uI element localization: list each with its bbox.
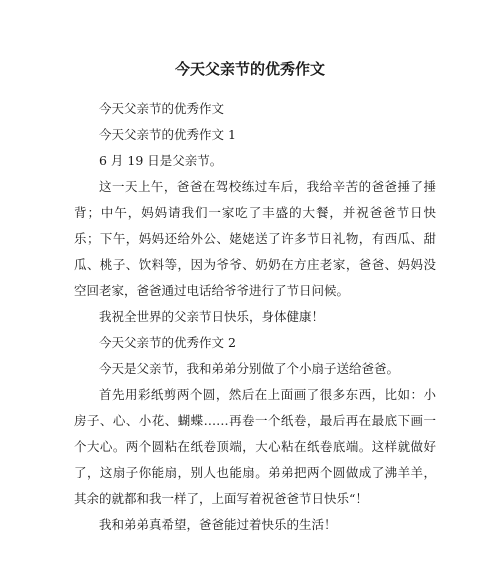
document-title: 今天父亲节的优秀作文 xyxy=(174,60,325,78)
paragraph-fan-steps: 首先用彩纸剪两个圆，然后在上面画了很多东西，比如：小房子、心、小花、蝴蝶……再卷一个纸卷，最后再在最底下画一个大心。两个圆粘在纸卷顶端，大心粘在纸卷底端。这样就做好了，这扇子你能扇，别人也能扇。弟弟把两个圆做成了沸羊羊，其余的就都和我一样了，上面写着祝爸爸节日快乐“！ xyxy=(74,387,436,506)
paragraph-wish: 我祝全世界的父亲节日快乐，身体健康！ xyxy=(99,309,325,324)
paragraph-day-events: 这一天上午，爸爸在驾校练过车后，我给辛苦的爸爸捶了捶背；中午，妈妈请我们一家吃了丰盛的大餐，并祝爸爸节日快乐；下午，妈妈还给外公、姥姥送了许多节日礼物，有西瓜、甜瓜、桃子、饮料等，因为爷爷、奶奶在方庄老家，爸爸、妈妈没空回老家，爸爸通过电话给爷爷进行了节日问候。 xyxy=(74,179,436,298)
paragraph-closing: 我和弟弟真希望，爸爸能过着快乐的生活！ xyxy=(99,517,337,532)
paragraph-essay-1-heading: 今天父亲节的优秀作文 1 xyxy=(99,127,236,142)
paragraph-heading: 今天父亲节的优秀作文 xyxy=(99,101,225,116)
paragraph-date: 6 月 19 日是父亲节。 xyxy=(99,153,223,168)
paragraph-fan-intro: 今天是父亲节，我和弟弟分别做了个小扇子送给爸爸。 xyxy=(99,361,400,376)
paragraph-essay-2-heading: 今天父亲节的优秀作文 2 xyxy=(99,335,236,350)
document-body xyxy=(74,96,436,538)
